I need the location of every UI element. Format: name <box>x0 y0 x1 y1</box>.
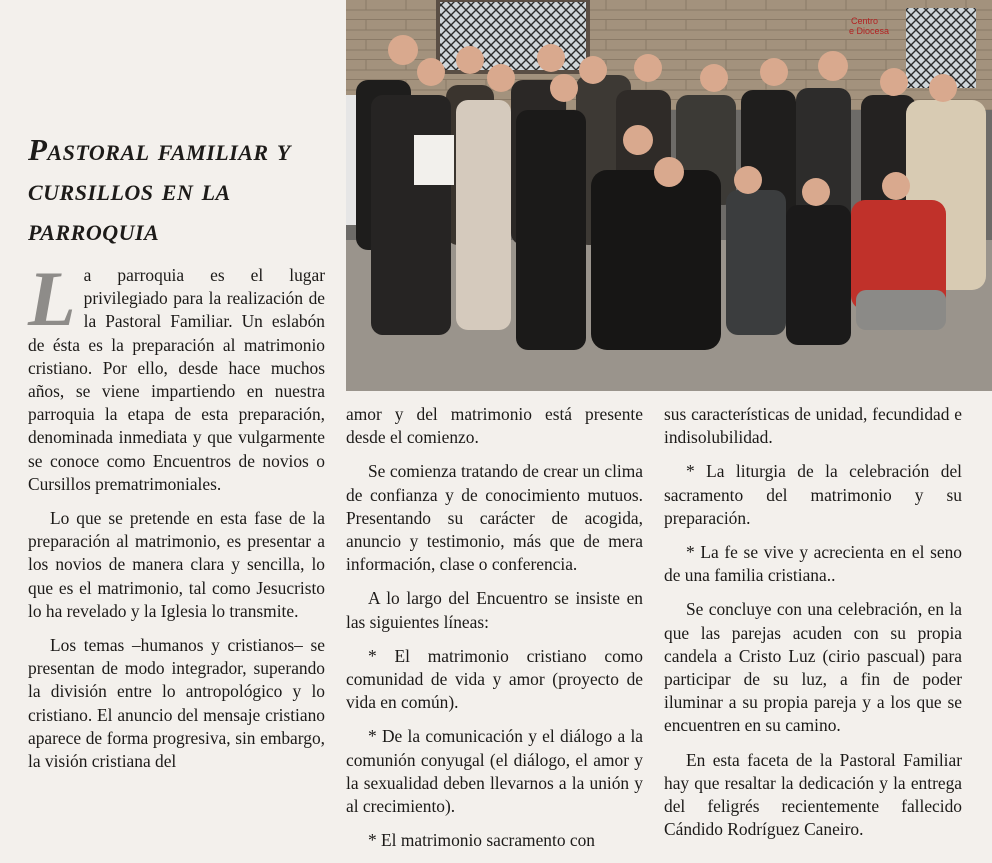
column-3 <box>664 403 962 852</box>
drop-cap: L <box>28 255 76 342</box>
list-item-3: * El matrimonio sacramento con <box>368 830 595 851</box>
paragraph-2: Lo que se pretende en esta fase de la preparación al matrimonio, es presentar a los novios de manera clara y sencilla, lo que es el matrimonio, tal como Jesucristo lo ha revelado y la Iglesia lo transmite. <box>28 508 325 621</box>
paragraph-7: sus características de unidad, fecundidad e indisolubilidad. <box>664 404 962 448</box>
list-item-1: * El matrimonio cristiano como comunidad de vida y amor (proyecto de vida en común). <box>346 645 643 713</box>
list-item-4: * La liturgia de la celebración del sacramento del matrimonio y su preparación. <box>664 461 962 528</box>
paragraph-5: Se comienza tratando de crear un clima de confianza y de conocimiento mutuos. Presentando su carácter de acogida, anuncio y testimonio, más que de mera información, clase o conferencia. <box>346 461 643 575</box>
paragraph-1 <box>28 255 325 496</box>
svg-text:e Diocesa: e Diocesa <box>849 26 890 36</box>
paragraph-3: Los temas –humanos y cristianos– se presentan de modo integrador, superando la división entre lo antropológico y lo cristiano. El anuncio del mensaje cristiano aparece de forma progresiva, sin embargo, la visión cristiana del <box>28 635 325 772</box>
paragraph-4: amor y del matrimonio está presente desde el comienzo. <box>346 404 643 448</box>
column-2 <box>346 403 643 863</box>
paragraph-1-text: a parroquia es el lugar privilegiado para la realización de la Pastoral Familiar. Un eslabón de ésta es la preparación al matrimonio cristiano. Por ello, desde hace muchos años, se viene impartiendo en nuestra parroquia la etapa de esta preparación, denominada inmediata y que vulgarmente se conoce como Encuentros de novios o Cursillos prematrimoniales. <box>28 265 325 494</box>
list-item-2: * De la comunicación y el diálogo a la comunión conyugal (el diálogo, el amor y la sexualidad deben llevarnos a la unión y al crecimiento). <box>346 726 643 817</box>
svg-text:Centro: Centro <box>851 16 879 26</box>
list-item-5: * La fe se vive y acrecienta en el seno de una familia cristiana.. <box>664 542 962 586</box>
paragraph-8: Se concluye con una celebración, en la que las parejas acuden con su propia candela a Cristo Luz (cirio pascual) para participar de su luz, a fin de poder iluminar a su propia pareja y a los que se encuentren en su camino. <box>664 599 962 736</box>
paragraph-6: A lo largo del Encuentro se insiste en las siguientes líneas: <box>346 588 643 632</box>
group-photo <box>346 0 992 391</box>
paragraph-9: En esta faceta de la Pastoral Familiar hay que resaltar la dedicación y la entrega del feligrés recientemente fallecido Cándido Rodríguez Caneiro. <box>664 749 962 840</box>
column-1 <box>28 255 325 784</box>
article-title: Pastoral familiar y cursillos en la parroquia <box>28 132 291 247</box>
